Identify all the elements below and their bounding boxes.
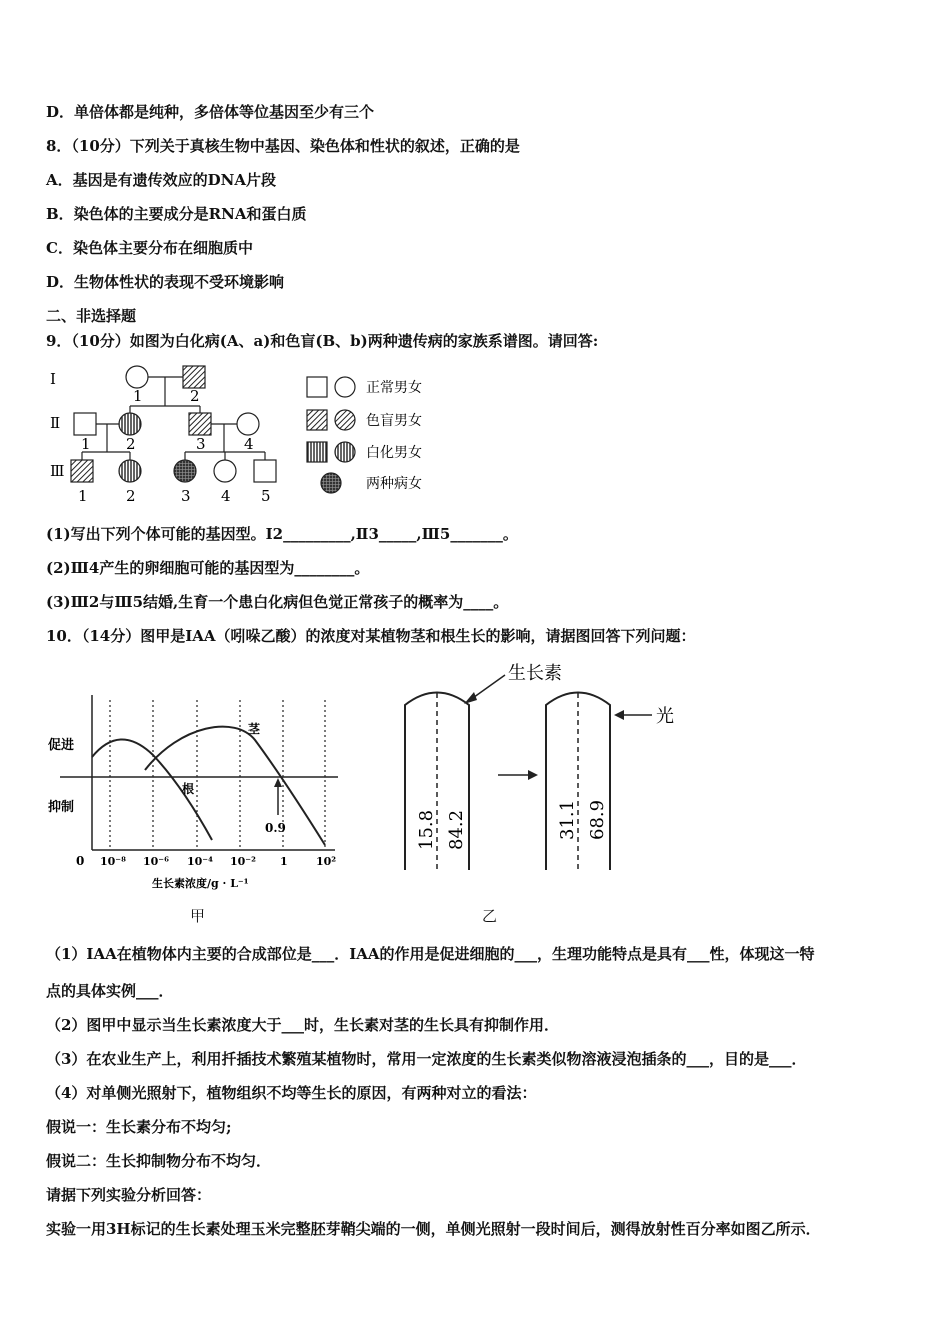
light-label: 光 <box>656 706 674 727</box>
right-value-1: 31.1 <box>557 799 578 840</box>
x-tick-2: 10⁻⁶ <box>143 855 169 868</box>
stem-label: 茎 <box>248 722 261 736</box>
q9-sub3: (3)Ⅲ2与Ⅲ5结婚,生育一个患白化病但色觉正常孩子的概率为____。 <box>46 593 509 611</box>
q9-sub1: (1)写出下列个体可能的基因型。Ⅰ2_________,Ⅱ3_____,Ⅲ5_______。 <box>46 525 518 543</box>
iii2-id: 2 <box>126 487 136 505</box>
i1-id: 1 <box>133 387 143 405</box>
q10-s1b: 点的具体实例___． <box>46 982 174 1000</box>
iaa-effect-chart <box>40 685 350 895</box>
chart-a-caption: 甲 <box>190 907 206 925</box>
stem-curve <box>145 727 325 845</box>
pedigree-chart <box>40 360 440 510</box>
origin-label: 0 <box>76 854 85 868</box>
ii2-id: 2 <box>126 435 136 453</box>
q8-option-a: A．基因是有遗传效应的DNA片段 <box>46 171 276 189</box>
section-heading: 二、非选择题 <box>46 307 137 325</box>
legend-normal: 正常男女 <box>366 380 422 396</box>
auxin-label: 生长素 <box>508 663 562 684</box>
x-tick-3: 10⁻⁴ <box>187 855 213 868</box>
q7-option-d: D．单倍体都是纯种，多倍体等位基因至少有三个 <box>46 103 375 121</box>
ii3-id: 3 <box>196 435 206 453</box>
threshold-label: 0.9 <box>265 821 286 835</box>
ii4-normal-female <box>237 413 259 435</box>
q8-stem: 8．（10分）下列关于真核生物中基因、染色体和性状的叙述，正确的是 <box>46 137 520 155</box>
legend-both-female <box>321 473 341 493</box>
iii5-normal-male <box>254 460 276 482</box>
coleoptile-right <box>546 693 610 871</box>
iii3-both-diseases-female <box>174 460 196 482</box>
left-value-1: 15.8 <box>416 809 437 850</box>
gen-label-3: Ⅲ <box>50 462 65 480</box>
promote-label: 促进 <box>48 738 75 753</box>
q9-stem: 9．（10分）如图为白化病(A、a)和色盲(B、b)两种遗传病的家族系谱图。请回答: <box>46 332 599 350</box>
gen-label-2: Ⅱ <box>50 414 61 432</box>
ii2-albino-female <box>119 413 141 435</box>
iii3-id: 3 <box>181 487 191 505</box>
x-axis-label: 生长素浓度/g · L⁻¹ <box>152 877 249 890</box>
right-value-2: 68.9 <box>587 799 608 840</box>
left-value-2: 84.2 <box>446 809 467 850</box>
q10-s2: （2）图甲中显示当生长素浓度大于___时，生长素对茎的生长具有抑制作用． <box>46 1016 559 1034</box>
q10-stem: 10．（14分）图甲是IAA（吲哚乙酸）的浓度对某植物茎和根生长的影响，请据图回答下列问题： <box>46 627 696 645</box>
legend-normal-female <box>335 377 355 397</box>
legend-colorblind: 色盲男女 <box>366 413 422 429</box>
iii5-id: 5 <box>261 487 271 505</box>
iii4-normal-female <box>214 460 236 482</box>
legend-normal-male <box>307 377 327 397</box>
ii4-id: 4 <box>244 435 254 453</box>
q8-option-b: B．染色体的主要成分是RNA和蛋白质 <box>46 205 307 223</box>
q10-s4: （4）对单侧光照射下，植物组织不均等生长的原因，有两种对立的看法： <box>46 1084 537 1102</box>
chart-b-caption: 乙 <box>482 907 498 925</box>
iii1-colorblind-male <box>71 460 93 482</box>
q10-h1: 假说一：生长素分布不均匀; <box>46 1118 232 1136</box>
iii1-id: 1 <box>78 487 88 505</box>
legend-albino-male <box>307 442 327 462</box>
q10-s1a: （1）IAA在植物体内主要的合成部位是___．IAA的作用是促进细胞的___，生理功能特点是具有___性，体现这一特 <box>46 945 815 963</box>
root-label: 根 <box>182 782 195 796</box>
x-tick-1: 10⁻⁸ <box>100 855 126 868</box>
legend-albino-female <box>335 442 355 462</box>
legend-colorblind-female <box>335 410 355 430</box>
gen-label-1: Ⅰ <box>50 370 56 388</box>
coleoptile-figure <box>390 655 700 880</box>
ii1-normal-male <box>74 413 96 435</box>
inhibit-label: 抑制 <box>48 800 75 815</box>
q10-exp1: 实验一用3H标记的生长素处理玉米完整胚芽鞘尖端的一侧，单侧光照射一段时间后，测得放射性百分率如图乙所示． <box>46 1220 821 1238</box>
iii4-id: 4 <box>221 487 231 505</box>
q10-s3: （3）在农业生产上，利用扦插技术繁殖某植物时，常用一定浓度的生长素类似物溶液浸泡插条的___，目的是___． <box>46 1050 807 1068</box>
q8-option-c: C．染色体主要分布在细胞质中 <box>46 239 253 257</box>
q10-h2: 假说二：生长抑制物分布不均匀． <box>46 1152 272 1170</box>
ii1-id: 1 <box>81 435 91 453</box>
legend-both: 两种病女 <box>366 476 422 492</box>
iii2-albino-female <box>119 460 141 482</box>
i2-colorblind-male <box>183 366 205 388</box>
legend-albino: 白化男女 <box>366 445 422 461</box>
i1-normal-female <box>126 366 148 388</box>
x-tick-4: 10⁻² <box>230 855 256 868</box>
legend-colorblind-male <box>307 410 327 430</box>
x-tick-6: 10² <box>316 855 337 868</box>
q9-sub2: (2)Ⅲ4产生的卵细胞可能的基因型为________。 <box>46 559 370 577</box>
x-tick-5: 1 <box>280 855 288 868</box>
ii3-colorblind-male <box>189 413 211 435</box>
q10-ask: 请据下列实验分析回答： <box>46 1186 212 1204</box>
i2-id: 2 <box>190 387 200 405</box>
q8-option-d: D．生物体性状的表现不受环境影响 <box>46 273 285 291</box>
